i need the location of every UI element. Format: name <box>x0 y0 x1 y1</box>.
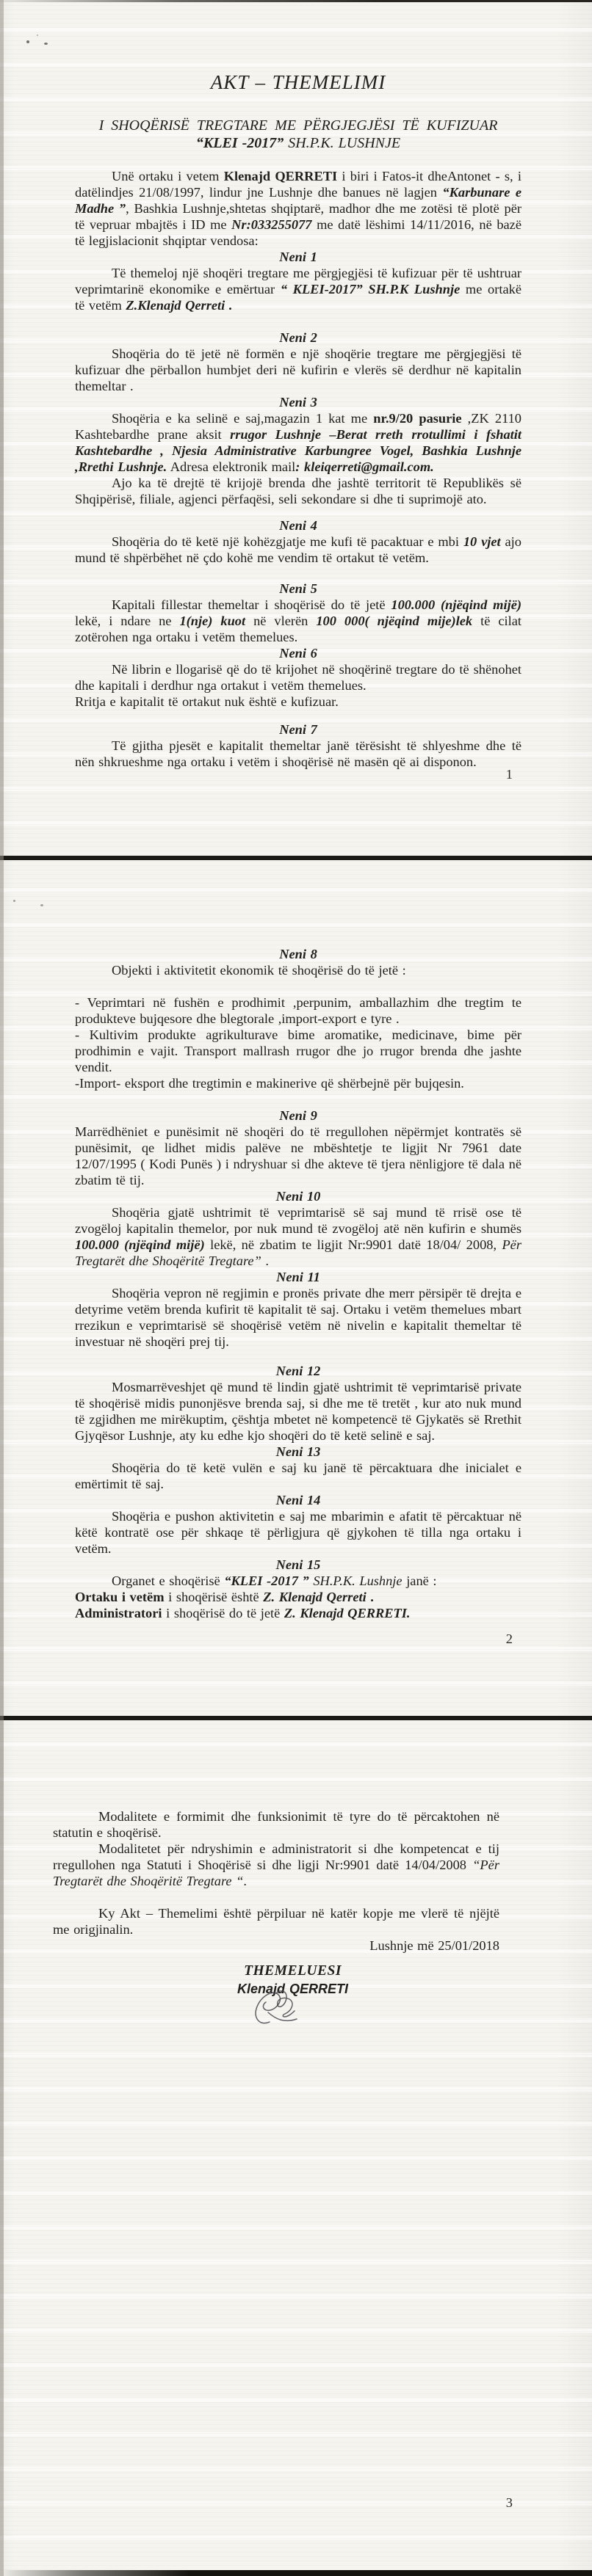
text-run: 100.000 (njëqind mijë) <box>75 1237 205 1252</box>
paragraph <box>75 1589 521 1605</box>
text-run: Klenajd QERRETI <box>223 169 342 183</box>
article-heading <box>75 249 521 265</box>
text-run: AKT – THEMELIMI <box>210 71 386 93</box>
paragraph <box>75 1027 521 1075</box>
text-run: Neni 11 <box>276 1270 320 1284</box>
text-run: Neni 12 <box>275 1364 321 1378</box>
document-subtitle-line2 <box>75 134 521 152</box>
text-run: Neni 1 <box>279 250 317 264</box>
text-run: Z. Klenajd Qerreti <box>263 1590 367 1604</box>
page-number: 1 <box>505 767 513 782</box>
text-run: , Bashkia Lushnje,shtetas shqiptarë, madhor dhe me zotësi të plotë për të vepruar mbajtës i ID me <box>75 201 521 232</box>
text-run: Mosmarrëveshjet që mund të lindin gjatë ushtrimit të veprimtarisë private të shoqërisë midis punonjësve brenda saj, si dhe me të tretët , kur ato nuk mund të zgjidhen me mirëkuptim, çështja mbetet në kompetencë të Gjykatës së Rrethit Gjyqësor Lushnje, aty ku edhe kjo shoqëri do të ketë selinë e saj. <box>75 1380 521 1443</box>
paragraph <box>75 346 521 394</box>
spacer <box>75 313 521 330</box>
text-run: Neni 7 <box>279 722 317 737</box>
paragraph <box>75 534 521 566</box>
text-run: lekë, i ndare ne <box>75 614 180 628</box>
text-run: 10 vjet <box>463 534 501 549</box>
article-heading <box>75 394 521 410</box>
text-run: Shoqëria e ka selinë e saj,magazin 1 kat me <box>112 411 374 426</box>
article-heading <box>75 330 521 346</box>
text-run: Në librin e llogarisë që do të krijohet në shoqërinë tregtare do të shënohet dhe kapitali i derdhur nga ortakut i vetëm themelues. <box>75 662 521 693</box>
text-run: ,ZK 2110 Kashtebardhe prane aksit <box>75 411 521 442</box>
text-run: . <box>261 1254 270 1268</box>
paragraph <box>75 1573 521 1589</box>
text-run: nr.9/20 pasurie <box>373 411 462 426</box>
paragraph <box>75 1460 521 1492</box>
article-heading <box>75 517 521 534</box>
page-1 <box>0 0 592 856</box>
text-run: Neni 13 <box>275 1444 321 1459</box>
text-run: I SHOQËRISË TREGTARE ME PËRGJEGJËSI TË KUFIZUAR <box>98 117 498 134</box>
text-run: Neni 5 <box>279 581 317 596</box>
scan-speck <box>13 900 15 902</box>
text-run: me datë lëshimi 14/11/2016, në bazë të legjislacionit shqiptar vendosa: <box>75 217 521 248</box>
paragraph <box>75 661 521 694</box>
text-run: Për Tregtarët dhe Shoqëritë Tregtare” <box>75 1237 521 1268</box>
text-run: Organet e shoqërisë <box>112 1573 225 1588</box>
article-heading <box>75 721 521 738</box>
paragraph <box>75 962 521 978</box>
spacer <box>75 710 521 721</box>
paragraph <box>75 1124 521 1188</box>
text-run: “KLEI -2017” <box>195 135 289 151</box>
text-run: . <box>366 1590 374 1604</box>
text-run: SH.P.K. LUSHNJE <box>288 135 401 151</box>
document-title <box>75 70 521 95</box>
article-heading <box>75 1444 521 1460</box>
scan-speck <box>26 40 29 43</box>
spacer <box>75 978 521 994</box>
spacer <box>75 95 521 117</box>
text-run: në vlerën <box>245 614 317 628</box>
paragraph <box>75 1379 521 1444</box>
page-1-content <box>75 0 521 770</box>
text-run: i shoqërisë është <box>164 1590 264 1604</box>
article-heading <box>75 645 521 661</box>
text-run: ajo mund të shpërbëhet në çdo kohë me vendim të ortakut të vetëm. <box>75 534 521 565</box>
paragraph <box>75 994 521 1027</box>
text-run: Të gjitha pjesët e kapitalit themeltar janë tërësisht të shlyeshme dhe të nën shkrueshme nga ortaku i vetëm i shoqërisë në masën që ai disponon. <box>75 738 521 769</box>
paragraph <box>75 475 521 507</box>
paragraph <box>75 1285 521 1350</box>
spacer <box>75 152 521 168</box>
text-run: Ky Akt – Themelimi është përpiluar në katër kopje me vlerë të njëjtë me origjinalin. <box>53 1906 499 1937</box>
text-run: Kapitali fillestar themeltar i shoqërisë do të jetë <box>112 597 391 612</box>
article-heading <box>75 1107 521 1124</box>
page-3 <box>0 1720 592 2570</box>
text-run: - Veprimtari në fushën e prodhimit ,perpunim, amballazhim dhe tregtim te produkteve bujqesore dhe blegtorale ,import-export e tyre . <box>75 995 521 1026</box>
text-run: Nr:033255077 <box>231 217 312 232</box>
scan-edge-shadow <box>0 0 4 2576</box>
text-run: Marrëdhëniet e punësimit në shoqëri do të rregullohen nëpërmjet kontratës së punësimit, qe lidhet midis palëve ne mbështetje te ligjit Nr 7961 date 12/07/1995 ( Kodi Punës ) i ndryshuar si dhe akteve të tjera nënligjore të dala në zbatim të tij. <box>75 1124 521 1187</box>
text-run: Administratori <box>75 1606 162 1620</box>
text-run: të cilat zotërohen nga ortaku i vetëm themelues. <box>75 614 521 644</box>
text-run: Neni 3 <box>279 395 317 410</box>
text-run: Z.Klenajd Qerreti . <box>126 298 233 313</box>
text-run: rrugor Lushnje –Berat rreth rrotullimi i fshatit Kashtebardhe , Njesia Administrative Karbungree Vogel, Bashkia Lushnje ,Rrethi Lushnje. <box>75 427 521 474</box>
text-run: Neni 2 <box>279 330 317 345</box>
text-run: Klenajd QERRETI <box>237 1982 349 1996</box>
text-run: Objekti i aktivitetit ekonomik të shoqërisë do të jetë : <box>112 963 406 978</box>
text-run: i biri i Fatos-it dheAntonet - s, i datëlindjes 21/08/1997, lindur jne Lushnje dhe banues në lagjen <box>75 169 521 200</box>
paragraph <box>53 1841 499 1889</box>
text-run: Neni 4 <box>279 518 317 533</box>
text-run: Shoqëria do të ketë vulën e saj ku janë të përcaktuara dhe inicialet e emërtimit të saj. <box>75 1460 521 1491</box>
text-run: Shoqëria vepron në regjimin e pronës private dhe merr përsipër të drejta e detyrime vetëm brenda kufirit të kapitalit të saj. Ortaku i vetëm themelues mbart rrezikun e veprimtarisë së shoqërisë vetëm në nivelin e kapitalit themeltar të investuar në shoqëri prej tij. <box>75 1286 521 1349</box>
spacer <box>75 860 521 946</box>
page-number: 3 <box>505 2495 513 2510</box>
text-run: me ortakë të vetëm <box>75 282 521 313</box>
text-run: . <box>243 1874 248 1888</box>
article-heading <box>75 1363 521 1379</box>
text-run: Neni 15 <box>275 1557 321 1572</box>
text-run: Shoqëria do të ketë një kohëzgjatje me kufi të pacaktuar e mbi <box>112 534 463 549</box>
text-run: “Për Tregtarët dhe Shoqëritë Tregtare “ <box>53 1858 499 1888</box>
paragraph <box>75 410 521 475</box>
spacer <box>75 507 521 517</box>
text-run: Rritja e kapitalit të ortakut nuk është e kufizuar. <box>75 694 339 709</box>
text-run: Shoqëria e pushon aktivitetin e saj me mbarimin e afatit të përcaktuar në këtë kontratë ose për shkaqe të përligjura që gjykohen të tilla nga ortaku i vetëm. <box>75 1509 521 1556</box>
text-run: “KLEI -2017 ” <box>224 1573 314 1588</box>
spacer <box>75 1350 521 1363</box>
page-2 <box>0 860 592 1716</box>
text-run: 100 000( njëqind mije)lek <box>316 614 473 628</box>
spacer <box>53 1720 499 1808</box>
text-run: Shoqëria gjatë ushtrimit të veprimtarisë së saj mund të rrisë ose të zvogëloj kapitalin themelor, por nuk mund të zvogëloj atë nën kufirin e shumës <box>75 1205 521 1236</box>
text-run: Neni 9 <box>279 1108 317 1123</box>
text-run: Neni 6 <box>279 646 317 661</box>
scan-speck <box>37 34 38 36</box>
text-run: -Import- eksport dhe tregtimin e makinerive që shërbejnë për bujqesin. <box>75 1076 464 1091</box>
text-run: THEMELUESI <box>244 1963 342 1979</box>
dateline <box>53 1938 499 1954</box>
page-number: 2 <box>505 1631 513 1646</box>
article-heading <box>75 946 521 962</box>
spacer <box>75 566 521 581</box>
text-run: Ortaku i vetëm <box>75 1590 165 1604</box>
scan-speck <box>44 43 48 45</box>
document-subtitle-line1 <box>75 117 521 134</box>
paragraph <box>75 265 521 313</box>
text-run: Të themeloj një shoqëri tregtare me përgjegjësi të kufizuar për të ushtruar veprimtarinë ekonomike e emërtuar <box>75 266 521 296</box>
text-run: 100.000 (njëqind mijë) <box>391 597 521 612</box>
spacer <box>53 1889 499 1905</box>
text-run: - Kultivim produkte agrikulturave bime aromatike, medicinave, bime për prodhimin e vajit. Transport mallrash rrugor dhe jo rrugor brenda dhe jashte vendit. <box>75 1027 521 1074</box>
text-run: Modalitete e formimit dhe funksionimit të tyre do të përcaktohen në statutin e shoqërisë. <box>53 1809 499 1840</box>
paragraph <box>75 1204 521 1269</box>
handwritten-signature <box>247 1987 317 2033</box>
paragraph <box>75 597 521 645</box>
paragraph <box>75 694 521 710</box>
text-run: janë : <box>402 1573 437 1588</box>
text-run: Modalitetet për ndryshimin e administratorit si dhe kompetencat e tij rregullohen nga Statuti i Shoqërisë si dhe ligji Nr:9901 datë 14/04/2008 <box>53 1841 499 1872</box>
text-run: “ KLEI-2017” SH.P.K Lushnje <box>280 282 461 296</box>
paragraph <box>53 1808 499 1841</box>
article-heading <box>75 1557 521 1573</box>
page-2-content <box>75 860 521 1621</box>
text-run: Lushnje më 25/01/2018 <box>369 1938 499 1953</box>
text-run: SH.P.K. Lushnje <box>313 1573 403 1588</box>
article-heading <box>75 1188 521 1204</box>
text-run: Neni 14 <box>275 1493 321 1507</box>
spacer <box>75 0 521 70</box>
text-run: Unë ortaku i vetem <box>112 169 224 183</box>
paragraph <box>53 1905 499 1938</box>
founder-title <box>86 1962 499 1980</box>
text-run: : kleiqerreti@gmail.com. <box>295 459 434 474</box>
article-heading <box>75 581 521 597</box>
article-heading <box>75 1492 521 1508</box>
paragraph <box>75 1508 521 1557</box>
text-run: lekë, në zbatim te ligjit Nr:9901 datë 18/04/ 2008, <box>204 1237 502 1252</box>
text-run: 1(nje) kuot <box>179 614 246 628</box>
text-run: “Karbunare e Madhe ” <box>75 185 521 216</box>
page-3-content <box>53 1720 499 1998</box>
text-run: Z. Klenajd QERRETI. <box>284 1606 411 1620</box>
paragraph <box>75 1075 521 1091</box>
scan-edge-shadow <box>0 2570 592 2576</box>
paragraph <box>75 1605 521 1621</box>
spacer <box>75 1091 521 1107</box>
article-heading <box>75 1269 521 1285</box>
text-run: Shoqëria do të jetë në formën e një shoqërie tregtare me përgjegjësi të kufizuar dhe përballon humbjet deri në kufirin e vlerës së derdhur në kapitalin themeltar . <box>75 346 521 393</box>
text-run: i shoqërisë do të jetë <box>162 1606 284 1620</box>
text-run: Adresa elektronik mail <box>167 459 296 474</box>
text-run: Neni 10 <box>275 1189 321 1204</box>
text-run: Ajo ka të drejtë të krijojë brenda dhe jashtë territorit të Republikës së Shqipërisë, filiale, agjenci përfaqësi, seli sekondare si dhe ti suprimojë ato. <box>75 476 521 506</box>
paragraph <box>75 168 521 249</box>
paragraph <box>75 738 521 770</box>
text-run: Neni 8 <box>279 947 317 961</box>
spacer <box>53 1954 499 1962</box>
scan-speck <box>40 904 43 906</box>
